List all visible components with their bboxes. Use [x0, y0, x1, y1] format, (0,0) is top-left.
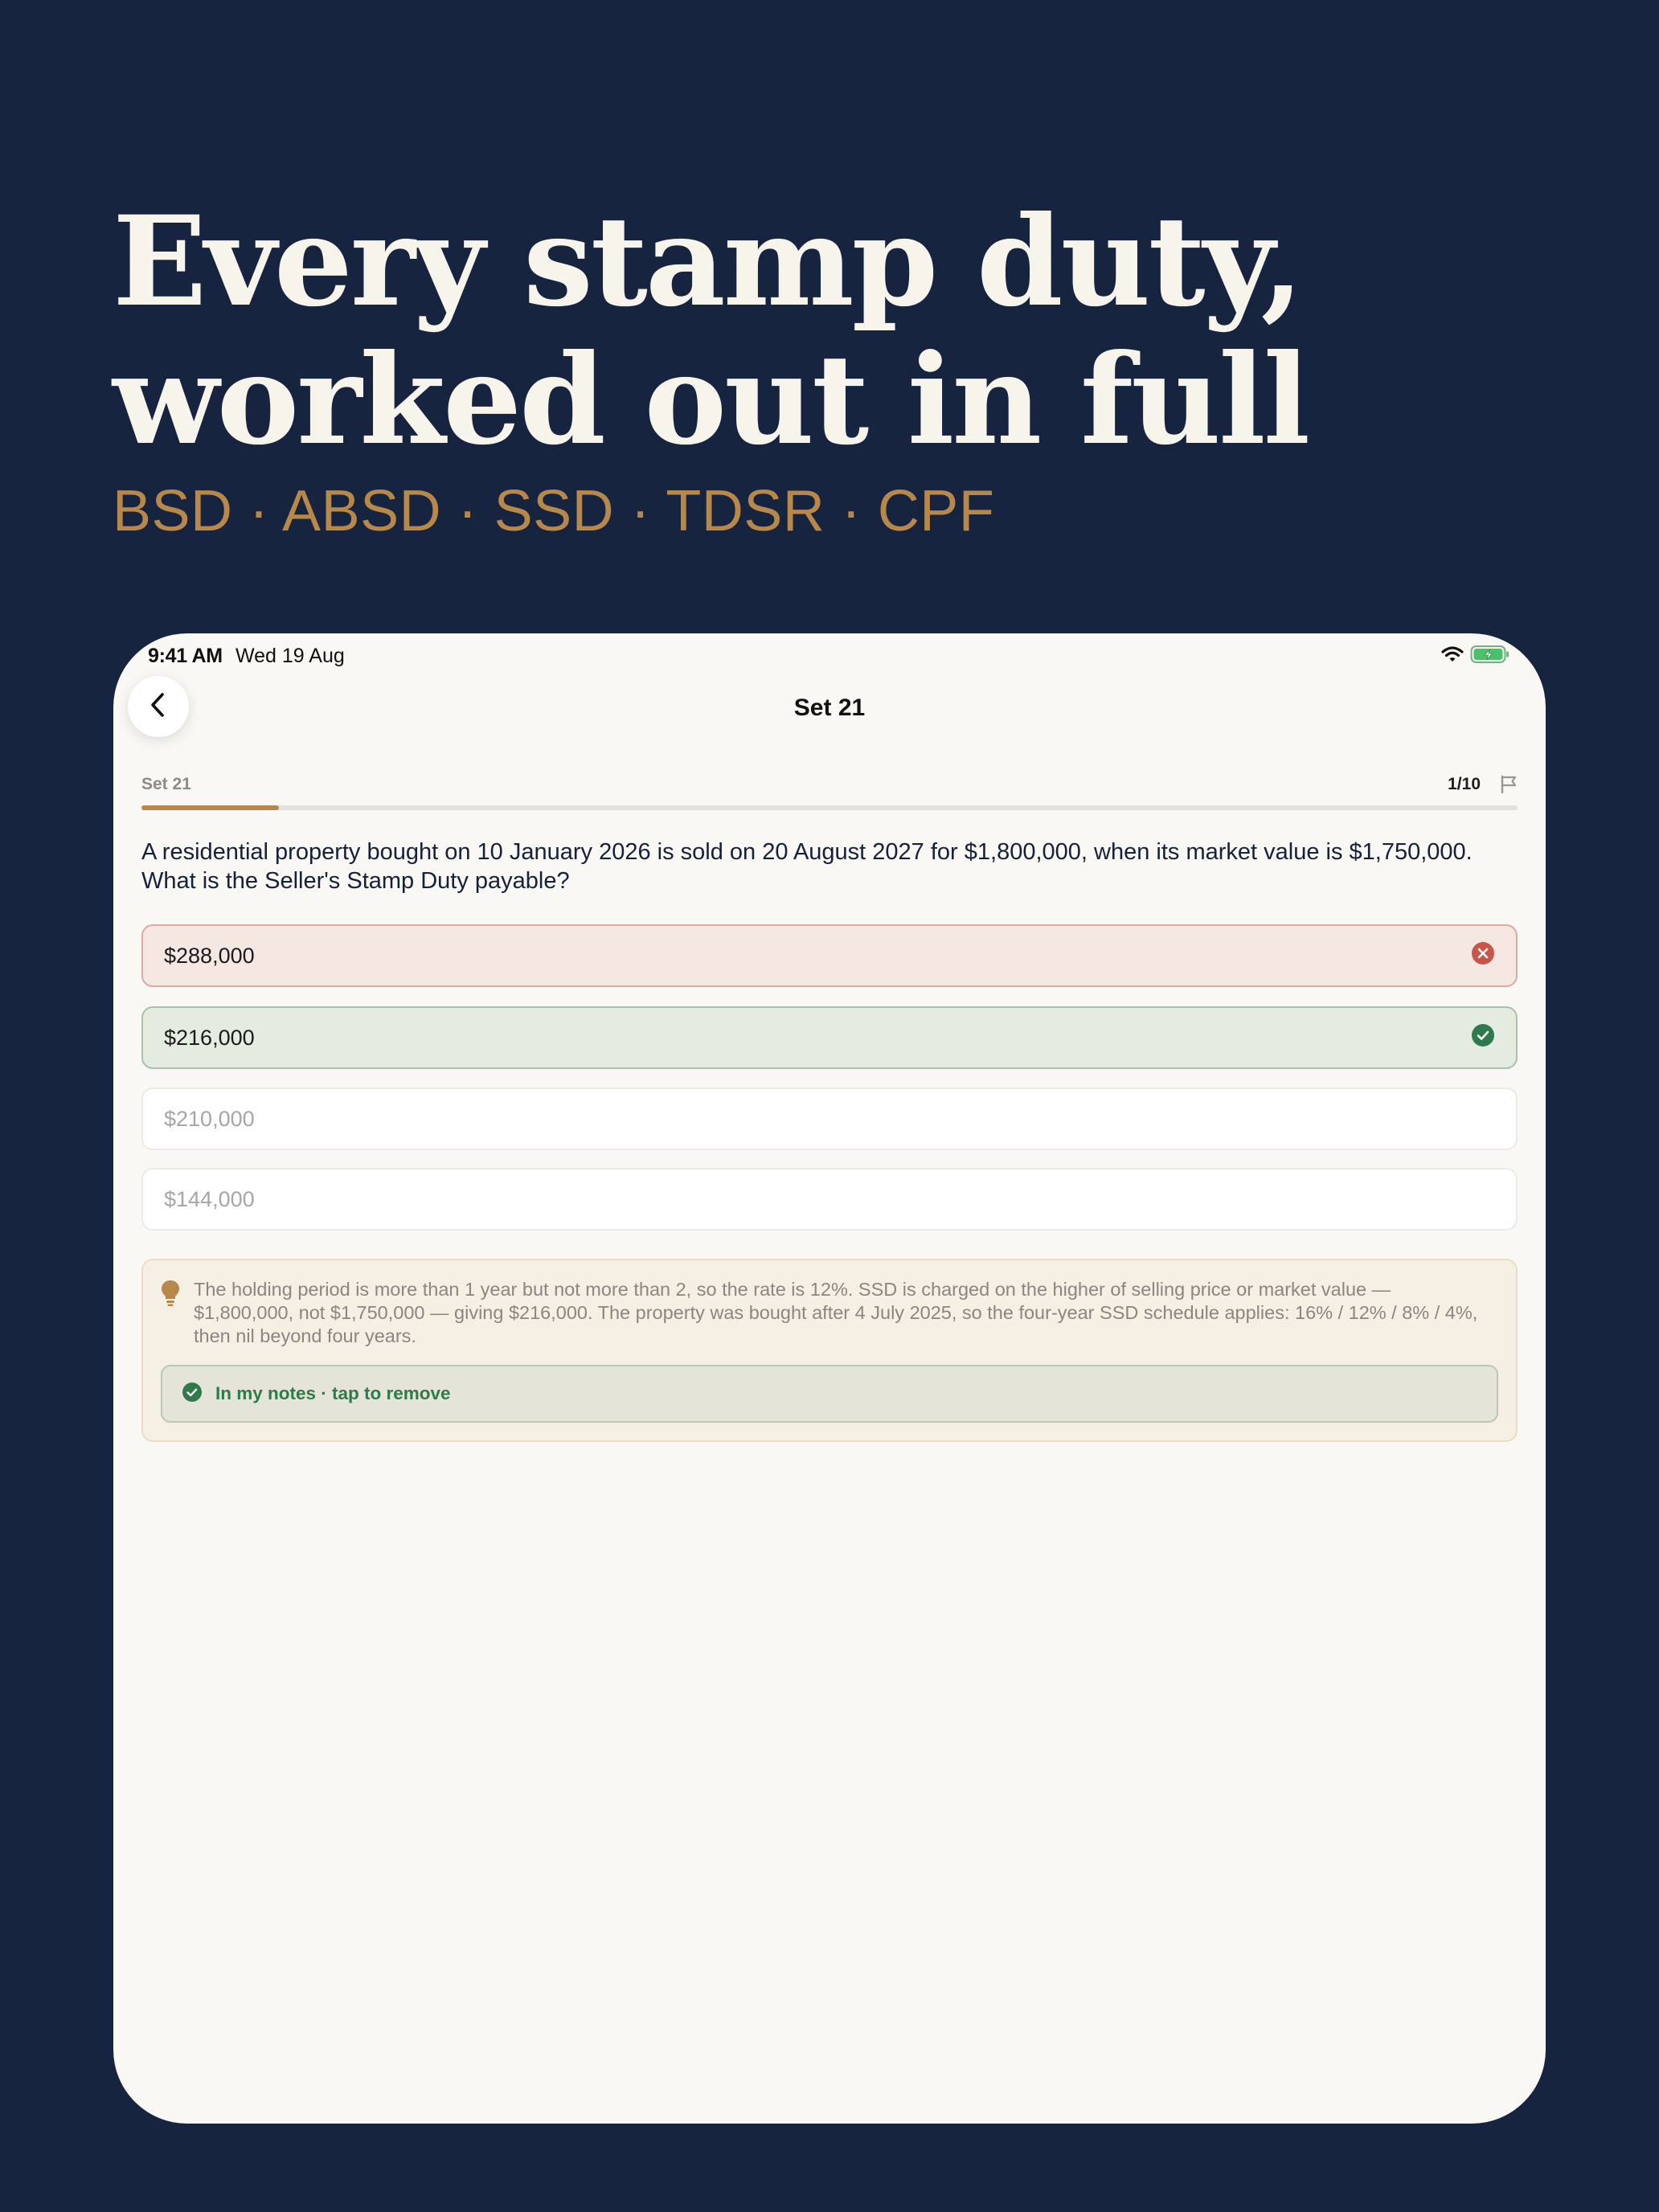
battery-charging-icon [1470, 645, 1510, 668]
explanation-text: The holding period is more than 1 year but not more than 2, so the rate is 12%. SSD is charged on the higher of selling price or market value — $1,800,000, not $1,750,000 — giving $216,000. The property was bought after 4 July 2025, so the four-year SSD schedule applies: 16% / 12% / 8% / 4%, then nil beyond four years. [194, 1279, 1478, 1346]
answer-value: $216,000 [164, 1025, 255, 1050]
status-date: Wed 19 Aug [236, 645, 345, 667]
tablet-screen [113, 633, 1546, 2124]
answer-option-1[interactable] [141, 924, 1518, 987]
answer-option-2[interactable] [141, 1006, 1518, 1069]
headline-line-2: worked out in full [113, 327, 1309, 473]
hero-headline [113, 189, 1479, 473]
answer-value: $210,000 [164, 1106, 255, 1131]
hero-subtitle: BSD · ABSD · SSD · TDSR · CPF [113, 479, 995, 543]
progress-fill [141, 805, 279, 810]
explanation-card [141, 1259, 1518, 1442]
flag-icon[interactable] [1500, 775, 1518, 798]
progress-label: Set 21 [141, 775, 191, 793]
answer-value: $288,000 [164, 943, 255, 968]
lightbulb-icon [161, 1280, 180, 1311]
notes-status-label: In my notes · tap to remove [215, 1383, 451, 1403]
question-text: A residential property bought on 10 January 2026 is sold on 20 August 2027 for $1,800,000, when its market value is $1,750,000. What is the Seller's Stamp Duty payable? [141, 839, 1473, 894]
answer-option-4[interactable] [141, 1168, 1518, 1231]
wifi-icon [1441, 645, 1464, 667]
check-circle-icon [182, 1382, 203, 1407]
check-circle-icon [1471, 1023, 1495, 1053]
status-bar [113, 633, 1546, 678]
x-circle-icon [1471, 941, 1495, 971]
answer-option-3[interactable] [141, 1088, 1518, 1150]
status-time: 9:41 AM [148, 645, 223, 667]
remove-from-notes-button[interactable] [161, 1365, 1498, 1423]
headline-line-1: Every stamp duty, [113, 189, 1302, 334]
answer-value: $144,000 [164, 1186, 255, 1211]
question-counter: 1/10 [1448, 775, 1481, 793]
nav-title: Set 21 [793, 694, 866, 721]
progress-track [141, 805, 1518, 810]
